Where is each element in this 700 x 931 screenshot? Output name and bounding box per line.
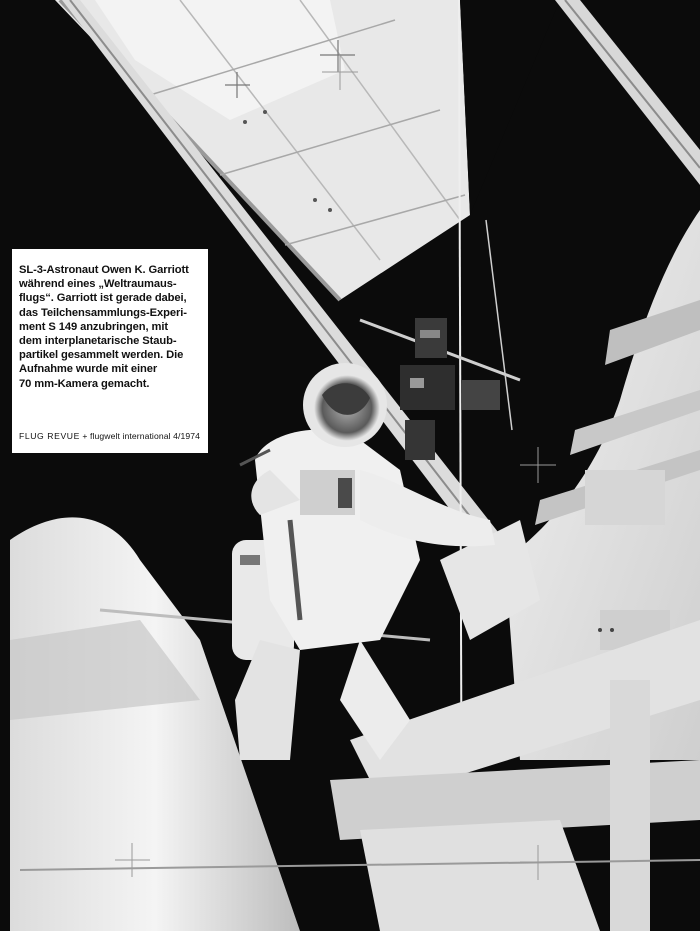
caption-line: flugs“. Garriott ist gerade dabei, xyxy=(19,292,187,305)
publication-subtitle: flugwelt international xyxy=(90,431,171,441)
publication-credit xyxy=(19,431,200,441)
caption-box xyxy=(12,249,208,453)
caption-line: während eines „Weltraumaus- xyxy=(19,278,177,291)
caption-line: das Teilchensammlungs-Experi- xyxy=(19,306,187,319)
caption-line: dem interplanetarische Staub- xyxy=(19,335,177,348)
credit-separator: + xyxy=(82,431,88,441)
caption-line: 70 mm-Kamera gemacht. xyxy=(19,377,150,390)
caption-line: partikel gesammelt werden. Die xyxy=(19,349,184,362)
caption-line: SL-3-Astronaut Owen K. Garriott xyxy=(19,264,189,276)
issue-number: 4/1974 xyxy=(173,431,200,441)
caption-line: Aufnahme wurde mit einer xyxy=(19,363,158,376)
publication-name: FLUG REVUE xyxy=(19,431,80,441)
caption-line: ment S 149 anzubringen, mit xyxy=(19,320,168,333)
